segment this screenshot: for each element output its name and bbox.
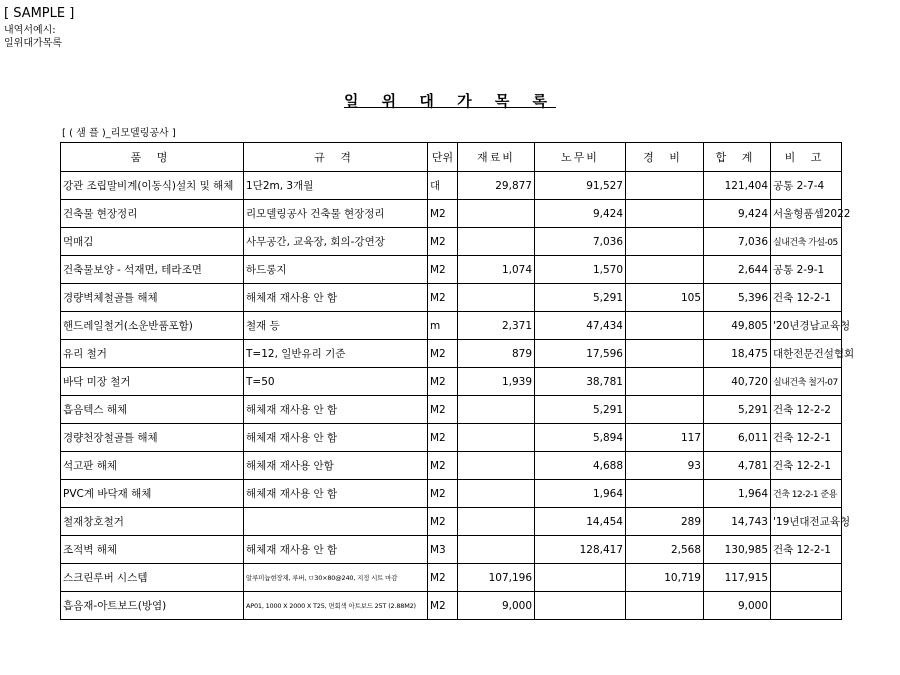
expense-cell bbox=[626, 256, 704, 284]
column-header: 품 명 bbox=[61, 143, 244, 172]
document-title: 일 위 대 가 목 록 bbox=[343, 92, 557, 110]
table-row bbox=[61, 368, 842, 396]
unit-cell: M2 bbox=[428, 200, 458, 228]
item-name-cell: 강관 조립말비계(이동식)설치 및 해체 bbox=[61, 172, 244, 200]
material-cost-cell: 107,196 bbox=[458, 564, 535, 592]
total-cell: 18,475 bbox=[704, 340, 771, 368]
labor-cost-cell: 128,417 bbox=[535, 536, 626, 564]
spec-cell: 해체재 재사용 안 함 bbox=[244, 480, 428, 508]
table-row bbox=[61, 536, 842, 564]
item-name-cell: 흡음재-아트보드(방염) bbox=[61, 592, 244, 620]
total-cell: 2,644 bbox=[704, 256, 771, 284]
remarks-cell: 건축 12-2-1 bbox=[771, 424, 842, 452]
labor-cost-cell: 1,570 bbox=[535, 256, 626, 284]
table-row bbox=[61, 172, 842, 200]
material-cost-cell: 1,074 bbox=[458, 256, 535, 284]
table-row bbox=[61, 396, 842, 424]
item-name-cell: 석고판 해체 bbox=[61, 452, 244, 480]
material-cost-cell bbox=[458, 452, 535, 480]
labor-cost-cell: 38,781 bbox=[535, 368, 626, 396]
labor-cost-cell bbox=[535, 592, 626, 620]
total-cell: 6,011 bbox=[704, 424, 771, 452]
total-cell: 14,743 bbox=[704, 508, 771, 536]
unit-cell: M2 bbox=[428, 508, 458, 536]
item-name-cell: 조적벽 해체 bbox=[61, 536, 244, 564]
item-name-cell: PVC계 바닥재 해체 bbox=[61, 480, 244, 508]
remarks-cell: '20년경남교육청 bbox=[771, 312, 842, 340]
expense-cell bbox=[626, 480, 704, 508]
spec-cell: T=50 bbox=[244, 368, 428, 396]
list-label: 일위대가목록 bbox=[4, 38, 62, 49]
material-cost-cell bbox=[458, 508, 535, 536]
expense-cell bbox=[626, 592, 704, 620]
spec-cell: 해체재 재사용 안 함 bbox=[244, 536, 428, 564]
total-cell: 9,424 bbox=[704, 200, 771, 228]
remarks-cell: 건축 12-2-1 bbox=[771, 452, 842, 480]
item-name-cell: 건축물보양 - 석재면, 테라조면 bbox=[61, 256, 244, 284]
remarks-cell: 서울형품셈2022 bbox=[771, 200, 842, 228]
expense-cell bbox=[626, 200, 704, 228]
unit-cell: M2 bbox=[428, 284, 458, 312]
sample-label: [ SAMPLE ] bbox=[4, 6, 75, 21]
item-name-cell: 핸드레일철거(소운반품포함) bbox=[61, 312, 244, 340]
remarks-cell: 건축 12-2-1 bbox=[771, 536, 842, 564]
expense-cell bbox=[626, 340, 704, 368]
material-cost-cell: 1,939 bbox=[458, 368, 535, 396]
labor-cost-cell: 1,964 bbox=[535, 480, 626, 508]
material-cost-cell: 29,877 bbox=[458, 172, 535, 200]
expense-cell bbox=[626, 396, 704, 424]
table-row bbox=[61, 312, 842, 340]
table-row bbox=[61, 256, 842, 284]
item-name-cell: 철재창호철거 bbox=[61, 508, 244, 536]
spec-cell: 해체재 재사용 안함 bbox=[244, 452, 428, 480]
spec-cell: 사무공간, 교육장, 회의-강연장 bbox=[244, 228, 428, 256]
material-cost-cell: 879 bbox=[458, 340, 535, 368]
remarks-cell: 공통 2-9-1 bbox=[771, 256, 842, 284]
spec-cell bbox=[244, 508, 428, 536]
material-cost-cell bbox=[458, 424, 535, 452]
total-cell: 49,805 bbox=[704, 312, 771, 340]
unit-cell: M2 bbox=[428, 228, 458, 256]
item-name-cell: 바닥 미장 철거 bbox=[61, 368, 244, 396]
material-cost-cell bbox=[458, 396, 535, 424]
table-header-row bbox=[61, 143, 842, 172]
table-row bbox=[61, 480, 842, 508]
remarks-cell: 대한전문건설협회 bbox=[771, 340, 842, 368]
item-name-cell: 스크린루버 시스템 bbox=[61, 564, 244, 592]
spec-cell: 해체재 재사용 안 함 bbox=[244, 284, 428, 312]
expense-cell: 93 bbox=[626, 452, 704, 480]
expense-cell: 289 bbox=[626, 508, 704, 536]
unit-cell: M2 bbox=[428, 424, 458, 452]
unit-cell: 대 bbox=[428, 172, 458, 200]
labor-cost-cell: 7,036 bbox=[535, 228, 626, 256]
material-cost-cell: 2,371 bbox=[458, 312, 535, 340]
spec-cell: T=12, 일반유리 기준 bbox=[244, 340, 428, 368]
total-cell: 117,915 bbox=[704, 564, 771, 592]
unit-cell: M2 bbox=[428, 592, 458, 620]
table-row bbox=[61, 564, 842, 592]
total-cell: 5,291 bbox=[704, 396, 771, 424]
total-cell: 4,781 bbox=[704, 452, 771, 480]
labor-cost-cell: 9,424 bbox=[535, 200, 626, 228]
labor-cost-cell: 17,596 bbox=[535, 340, 626, 368]
labor-cost-cell: 5,291 bbox=[535, 396, 626, 424]
expense-cell: 2,568 bbox=[626, 536, 704, 564]
table-row bbox=[61, 228, 842, 256]
item-name-cell: 건축물 현장정리 bbox=[61, 200, 244, 228]
item-name-cell: 유리 철거 bbox=[61, 340, 244, 368]
column-header: 합 계 bbox=[704, 143, 771, 172]
column-header: 비 고 bbox=[771, 143, 842, 172]
column-header: 노무비 bbox=[535, 143, 626, 172]
unit-cell: M2 bbox=[428, 564, 458, 592]
labor-cost-cell: 91,527 bbox=[535, 172, 626, 200]
labor-cost-cell: 14,454 bbox=[535, 508, 626, 536]
item-name-cell: 경량천장철골틀 해체 bbox=[61, 424, 244, 452]
total-cell: 121,404 bbox=[704, 172, 771, 200]
table-row bbox=[61, 200, 842, 228]
table-row bbox=[61, 424, 842, 452]
total-cell: 1,964 bbox=[704, 480, 771, 508]
table-row bbox=[61, 340, 842, 368]
example-label: 내역서예시: bbox=[4, 25, 56, 36]
item-name-cell: 흡음텍스 해체 bbox=[61, 396, 244, 424]
total-cell: 40,720 bbox=[704, 368, 771, 396]
labor-cost-cell: 5,291 bbox=[535, 284, 626, 312]
spec-cell: 알루미늄현장재, 루버, ㅁ30×80@240, 지정 시트 마감 bbox=[244, 564, 428, 592]
spec-cell: 1단2m, 3개월 bbox=[244, 172, 428, 200]
remarks-cell: '19년대전교육청 bbox=[771, 508, 842, 536]
total-cell: 130,985 bbox=[704, 536, 771, 564]
remarks-cell: 건축 12-2-2 bbox=[771, 396, 842, 424]
labor-cost-cell bbox=[535, 564, 626, 592]
unit-cell: M2 bbox=[428, 368, 458, 396]
unit-cell: M2 bbox=[428, 480, 458, 508]
remarks-cell: 실내건축 철거-07 bbox=[771, 368, 842, 396]
total-cell: 5,396 bbox=[704, 284, 771, 312]
item-name-cell: 먹매김 bbox=[61, 228, 244, 256]
unit-cell: M2 bbox=[428, 340, 458, 368]
column-header: 규 격 bbox=[244, 143, 428, 172]
expense-cell bbox=[626, 312, 704, 340]
expense-cell bbox=[626, 172, 704, 200]
unit-cell: m bbox=[428, 312, 458, 340]
spec-cell: AP01, 1000 X 2000 X T25, 면회색 아트보드 25T (2.88M2) bbox=[244, 592, 428, 620]
expense-cell bbox=[626, 228, 704, 256]
item-name-cell: 경량벽체철골틀 해체 bbox=[61, 284, 244, 312]
unit-cell: M2 bbox=[428, 396, 458, 424]
material-cost-cell bbox=[458, 536, 535, 564]
spec-cell: 하드롱지 bbox=[244, 256, 428, 284]
material-cost-cell bbox=[458, 200, 535, 228]
expense-cell: 105 bbox=[626, 284, 704, 312]
remarks-cell: 건축 12-2-1 준용 bbox=[771, 480, 842, 508]
unit-cost-table bbox=[60, 142, 855, 620]
unit-cell: M2 bbox=[428, 256, 458, 284]
remarks-cell: 건축 12-2-1 bbox=[771, 284, 842, 312]
material-cost-cell bbox=[458, 480, 535, 508]
labor-cost-cell: 47,434 bbox=[535, 312, 626, 340]
spec-cell: 해체재 재사용 안 함 bbox=[244, 424, 428, 452]
unit-cell: M2 bbox=[428, 452, 458, 480]
material-cost-cell bbox=[458, 228, 535, 256]
expense-cell: 117 bbox=[626, 424, 704, 452]
total-cell: 9,000 bbox=[704, 592, 771, 620]
column-header: 단위 bbox=[428, 143, 458, 172]
material-cost-cell bbox=[458, 284, 535, 312]
table-row bbox=[61, 452, 842, 480]
labor-cost-cell: 5,894 bbox=[535, 424, 626, 452]
table-row bbox=[61, 284, 842, 312]
project-name: [ ( 샘 플 )_리모델링공사 ] bbox=[62, 128, 176, 139]
remarks-cell bbox=[771, 564, 842, 592]
remarks-cell bbox=[771, 592, 842, 620]
column-header: 경 비 bbox=[626, 143, 704, 172]
remarks-cell: 실내건축 가설-05 bbox=[771, 228, 842, 256]
expense-cell: 10,719 bbox=[626, 564, 704, 592]
table-row bbox=[61, 508, 842, 536]
spec-cell: 리모델링공사 건축물 현장정리 bbox=[244, 200, 428, 228]
material-cost-cell: 9,000 bbox=[458, 592, 535, 620]
unit-cell: M3 bbox=[428, 536, 458, 564]
spec-cell: 철재 등 bbox=[244, 312, 428, 340]
table-row bbox=[61, 592, 842, 620]
document-title-wrap bbox=[0, 90, 900, 111]
labor-cost-cell: 4,688 bbox=[535, 452, 626, 480]
remarks-cell: 공통 2-7-4 bbox=[771, 172, 842, 200]
column-header: 재료비 bbox=[458, 143, 535, 172]
spec-cell: 해체재 재사용 안 함 bbox=[244, 396, 428, 424]
total-cell: 7,036 bbox=[704, 228, 771, 256]
expense-cell bbox=[626, 368, 704, 396]
